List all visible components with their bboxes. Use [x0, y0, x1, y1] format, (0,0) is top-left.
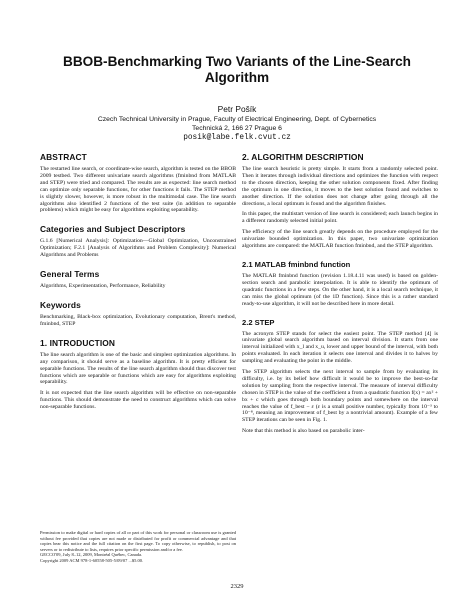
keywords-text: Benchmarking, Black-box optimization, Evolutionary computation, Brent's method, fminbnd, STEP — [40, 313, 236, 327]
step-heading: 2.2 STEP — [242, 317, 275, 327]
categories-heading: Categories and Subject Descriptors — [40, 224, 186, 235]
copyright-info: Copyright 2009 ACM 978-1-60558-505-5/09/07 ...$5.00. — [40, 557, 144, 563]
step-paragraph-3: Note that this method is also based on parabolic inter- — [242, 428, 365, 435]
permission-notice: Permission to make digital or hard copies of all or part of this work for personal or classroom use is granted without fee provided that copies are not made or distributed for profit or commercial advantage and that copies bear this notice and the full citation on the first page. To copy otherwise, to republish, to post on servers or to redistribute to lists, requires prior specific permission and/or a fee. — [40, 530, 236, 552]
author-email: posik@labe.felk.cvut.cz — [183, 134, 291, 142]
author-name: Petr Pošík — [217, 104, 257, 114]
step-paragraph-1: The acronym STEP stands for select the easiest point. The STEP method [4] is univariate global search algorithm based on interval division. It starts from one interval initialized with x_l and x_u, lower and upper bound of the interval, with both points evaluated. In each iteration it selects one interval and divides it to halves by sampling and evaluating the point in the middle. — [242, 330, 438, 365]
algorithm-paragraph-3: The efficiency of the line search greatly depends on the procedure employed for the univariate bounded optimization. In this paper, two univariate optimization algorithms are compared: the MATLAB function fminbnd, and the STEP algorithm. — [242, 229, 438, 250]
author-block — [40, 103, 434, 143]
conference-info: GECCO'09, July 8–12, 2009, Montréal Québec, Canada. — [40, 552, 143, 558]
introduction-paragraph-2: It is not expected that the line search algorithm will be effective on non-separable functions. This should demonstrate the need to construct algorithms which can solve non-separable functions. — [40, 390, 236, 411]
fminbnd-paragraph: The MATLAB fminbnd function (revision 1.18.4.11 was used) is based on golden-section search and parabolic interpolation. It is able to identify the optimum of quadratic functions in a few steps. On the other hand, it is a local search technique, it can miss the global optimum (of the 1D function). Since this is a rather standard ready-to-use algorithm, it will not be described here in more detail. — [242, 272, 438, 307]
abstract-heading: ABSTRACT — [40, 152, 87, 162]
abstract-text: The restarted line search, or coordinate-wise search, algorithm is tested on the BBOB 2009 testbed. Two different univariate search algorithms (fminbnd from MATLAB and STEP) were tried and compared. The results are as expected: line search method can optimize only separable functions, for other functions it fails. The STEP method is slightly slower, however, is more robust in the multimodal case. The line search algorithms also identified 2 functions of the test suite (in addition to separable problems) which might be easy for algorithms exploiting separability. — [40, 166, 236, 214]
paper-title: BBOB-Benchmarking Two Variants of the Line-Search Algorithm — [63, 54, 411, 85]
algorithm-paragraph-2: In this paper, the multistart version of line search is considered; each launch begins in a different randomly selected initial point. — [242, 211, 438, 225]
copyright-footnote — [40, 530, 236, 564]
algorithm-description-heading: 2. ALGORITHM DESCRIPTION — [242, 152, 364, 162]
step-paragraph-2: The STEP algorithm selects the next interval to sample from by evaluating its difficulty, i.e. by its belief how difficult it would be to improve the best-so-far solution by sampling from the respective interval. The measure of interval difficulty chosen in STEP is the value of the coefficient a from a quadratic function f(x) = ax² + bx + c which goes through both boundary points and somewhere on the interval reaches the value of f_best − ε (ε is a small positive number, typically from 10⁻³ to 10⁻⁸, meaning an improvement of f_best by a nontrivial amount). Example of a few STEP iterations can be seen in Fig. 1. — [242, 369, 438, 424]
keywords-heading: Keywords — [40, 299, 81, 310]
categories-text: G.1.6 [Numerical Analysis]: Optimization—Global Optimization, Unconstrained Optimization; F.2.1 [Analysis of Algorithms and Problem Complexity]: Numerical Algorithms and Problems — [40, 238, 236, 259]
author-affiliation: Czech Technical University in Prague, Faculty of Electrical Engineering, Dept. of Cybernetics — [97, 116, 377, 123]
page-number: 2329 — [230, 583, 244, 590]
introduction-heading: 1. INTRODUCTION — [40, 337, 116, 348]
general-terms-text: Algorithms, Experimentation, Performance, Reliability — [40, 283, 166, 290]
general-terms-heading: General Terms — [40, 269, 100, 280]
right-column — [242, 152, 438, 439]
algorithm-paragraph-1: The line search heuristic is pretty simple. It starts from a randomly selected point. Then it iterates through individual directions and optimizes the function with respect to the chosen direction, keeping the other solution components fixed. After finding the optimum in one direction, it moves to the best solution found and switches to another direction. If the solution does not change after going through all the directions, a local optimum is found and the algorithm finishes. — [242, 166, 438, 207]
author-address: Technická 2, 166 27 Prague 6 — [192, 125, 282, 132]
left-column — [40, 152, 236, 415]
fminbnd-heading: 2.1 MATLAB fminbnd function — [242, 259, 351, 269]
introduction-paragraph-1: The line search algorithm is one of the basic and simplest optimization algorithms. In any comparison, it should serve as a baseline algorithm. It is pretty efficient for separable functions. The results of the line search algorithm should thus discover test functions which are separable or functions which are easy for algorithms exploiting separability. — [40, 351, 236, 386]
